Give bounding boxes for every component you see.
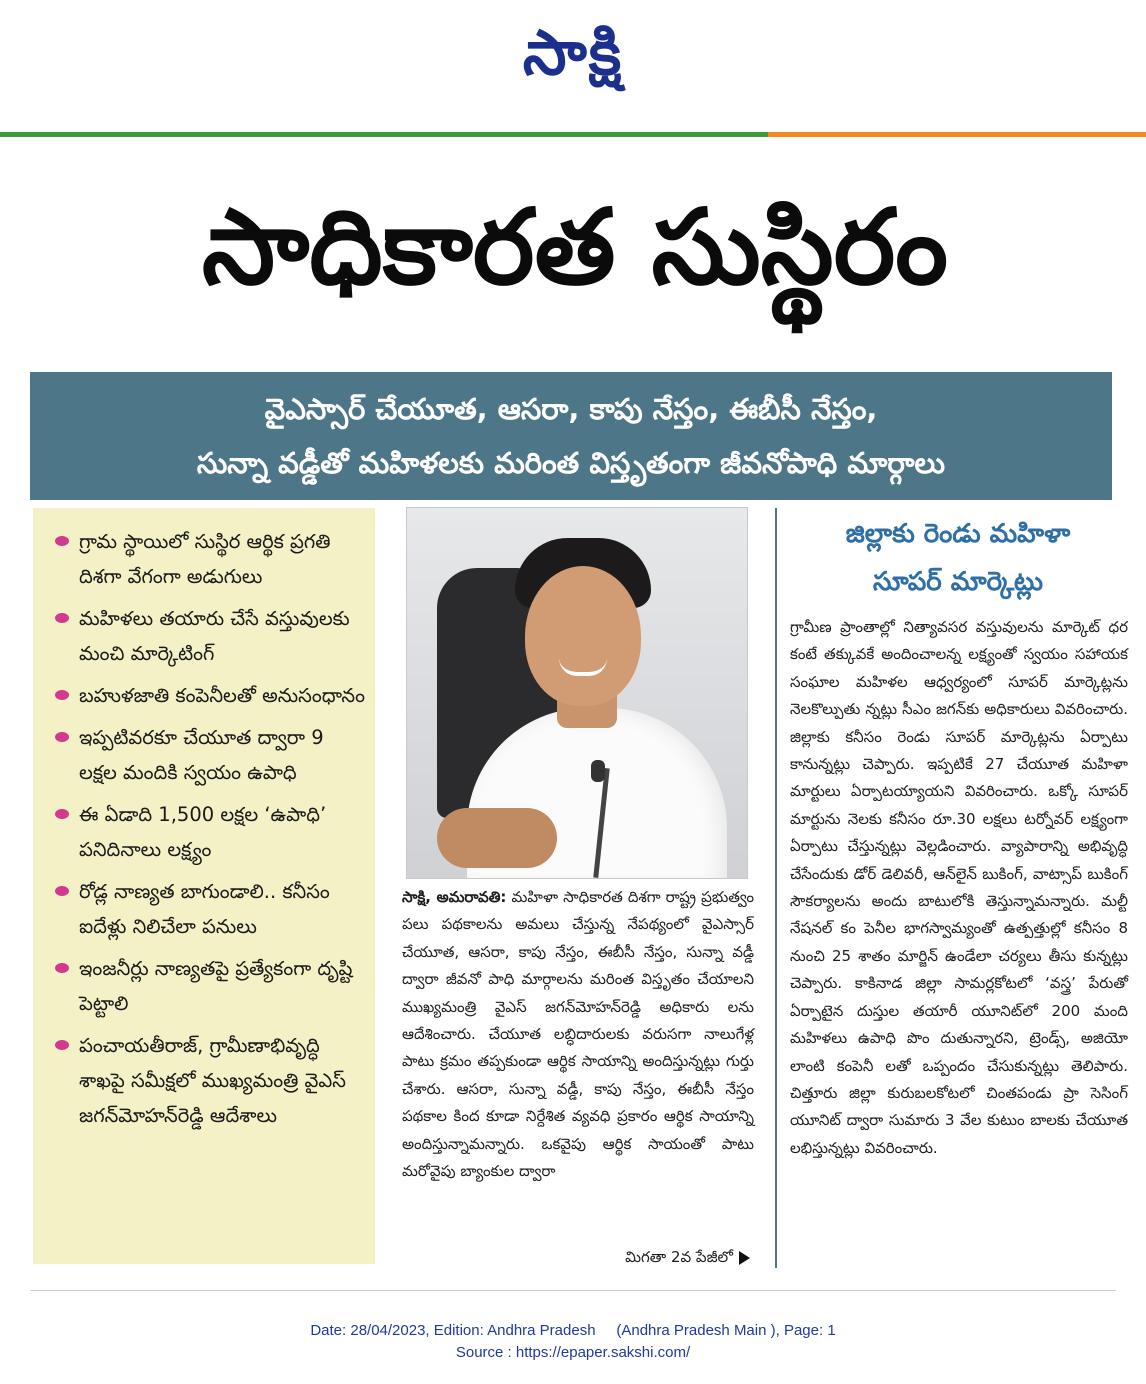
hands-shape [437,808,557,868]
bullet-dot-icon [55,536,69,546]
bullet-dot-icon [55,886,69,896]
masthead-rule-green [0,132,768,137]
sidebar-body: గ్రామీణ ప్రాంతాల్లో నిత్యావసర వస్తువులను మార్కెట్ ధర కంటే తక్కువకే అందించాలన్న లక్ష్యంతో స్వయం సహాయక సంఘాల మహిళల ఆధ్వర్యంలో సూపర్ మార్కెట్లను నెలకొల్పుతు న్నట్లు సీఎం జగన్‌కు అధికారులు వివరించారు. జిల్లాకు కనీసం రెండు సూపర్ మార్కెట్లను ఏర్పాటు కానున్నట్లు చెప్పారు. ఇప్పటికే 27 చేయూత మహిళా మార్టులు ఏర్పాటయ్యాయని వివరించారు. ఒక్కో సూపర్ మార్టును నెలకు కనీసం రూ.30 లక్షలు టర్నోవర్ లక్ష్యంగా ఏర్పాటు చేస్తున్నట్లు వెల్లడించారు. వ్యాపారాన్ని అభివృద్ధి చేసేందుకు డోర్ డెలివరీ, ఆన్‌లైన్ బుకింగ్, వాట్సాప్ బుకింగ్ సౌకర్యాలను అందు బాటులోకి తెస్తున్నామన్నారు. మల్టీ నేషనల్ కం పెనీల భాగస్వామ్యంతో ఉత్పత్తుల్లో కనీసం 8 నుంచి 25 శాతం మార్జిన్ ఉండేలా చర్యలు తీసు కున్నట్లు చెప్పారు. కాకినాడ జిల్లా సామర్లకోటలో ‘వస్త్ర’ పేరుతో ఏర్పాటైన దుస్తుల తయారీ యూనిట్‌లో 200 మంది మహిళలు ఉపాధి పొం దుతున్నారని, ట్రెండ్స్, అజియో లాంటి కంపెనీ లతో ఒప్పందం చేసుకున్నట్లు తెలిపారు. చిత్తూరు జిల్లా కురుబలకోటలో చింతపండు ప్రా సెసింగ్ యూనిట్ ద్వారా సుమారు 3 వేల కుటుం బాలకు చేయూత లభిస్తున్నట్లు వివరించారు. [790,618,1128,1157]
bullet-dot-icon [55,613,69,623]
highlight-item: ఇప్పటివరకూ చేయూత ద్వారా 9 లక్షల మందికి స్వయం ఉపాధి [55,720,367,790]
footer-date-line: Date: 28/04/2023, Edition: Andhra Pradesh (Andhra Pradesh Main ), Page: 1 [310,1322,836,1339]
arrow-right-icon [739,1251,750,1265]
sakshi-logo: సాక్షి [522,16,624,89]
sidebar-heading [788,510,1128,606]
deck-line-2: సున్నా వడ్డీతో మహిళలకు మరింత విస్తృతంగా జీవనోపాధి మార్గాలు [196,446,946,480]
footer-source-line: Source : https://epaper.sakshi.com/ [455,1344,691,1361]
face-shape [525,566,641,706]
highlight-item: రోడ్ల నాణ్యత బాగుండాలి.. కనీసం ఐదేళ్లు నిలిచేలా పనులు [55,874,367,944]
footer [0,1320,1146,1364]
masthead-rule-orange [768,132,1146,137]
deck-line-1: వైఎస్సార్ చేయూత, ఆసరా, కాపు నేస్తం, ఈబీసీ నేస్తం, [264,392,878,426]
continued-note [560,1246,750,1268]
article-body: మహిళా సాధికారత దిశగా రాష్ట్ర ప్రభుత్వం పలు పథకాలను అమలు చేస్తున్న నేపథ్యంలో వైఎస్సార్ చేయూత, ఆసరా, కాపు నేస్తం, ఈబీసీ నేస్తం, సున్నా వడ్డీ ద్వారా జీవనో పాధి మార్గాలను మరింత విస్తృతం చేయాలని ముఖ్యమంత్రి వైఎస్ జగన్‌మోహన్‌రెడ్డి అధికారు లను ఆదేశించారు. చేయూత లబ్ధిదారులకు వరుసగా నాలుగేళ్ల పాటు క్రమం తప్పకుండా ఆర్థిక సాయాన్ని అందిస్తున్నట్లు గుర్తు చేశారు. ఆసరా, సున్నా వడ్డీ, కాపు నేస్తం, ఈబీసీ నేస్తం పథకాల కింద కూడా నిర్దేశిత వ్యవధి ప్రకారం ఆర్థిక సాయాన్ని అందిస్తున్నామన్నారు. ఒకవైపు ఆర్థిక సాయంతో పాటు మరోవైపు బ్యాంకుల ద్వారా [402,888,754,1181]
headline: సాధికారత సుస్థిరం [201,185,948,308]
continued-label: మిగతా 2వ పేజీలో [625,1248,733,1266]
highlight-item: పంచాయతీరాజ్, గ్రామీణాభివృద్ధి శాఖపై సమీక్షలో ముఖ్యమంత్రి వైఎస్ జగన్‌మోహన్‌రెడ్డి ఆదేశాలు [55,1028,367,1133]
article-dateline: సాక్షి, అమరావతి: [402,888,507,906]
sidebar-heading-line-1: జిల్లాకు రెండు మహిళా [845,519,1071,549]
highlight-item: ఈ ఏడాది 1,500 లక్షల ‘ఉపాధి’ పనిదినాలు లక్ష్యం [55,797,367,867]
news-photo [406,507,748,879]
highlights-box [33,508,375,1264]
main-article [402,884,754,1185]
highlight-item: ఇంజనీర్లు నాణ్యతపై ప్రత్యేకంగా దృష్టి పెట్టాలి [55,951,367,1021]
masthead [0,0,1146,128]
bullet-dot-icon [55,963,69,973]
bullet-dot-icon [55,1040,69,1050]
highlight-item: మహిళలు తయారు చేసే వస్తువులకు మంచి మార్కెటింగ్ [55,601,367,671]
bullet-dot-icon [55,732,69,742]
sidebar-heading-line-2: సూపర్ మార్కెట్లు [872,567,1044,597]
highlight-item: బహుళజాతి కంపెనీలతో అనుసంధానం [55,678,367,713]
bullet-dot-icon [55,690,69,700]
deck-banner [30,372,1112,500]
footer-divider [30,1290,1116,1291]
highlight-item: గ్రామ స్థాయిలో సుస్థిర ఆర్థిక ప్రగతి దిశగా వేగంగా అడుగులు [55,524,367,594]
column-divider [775,508,777,1268]
microphone-icon [591,760,605,782]
bullet-dot-icon [55,809,69,819]
